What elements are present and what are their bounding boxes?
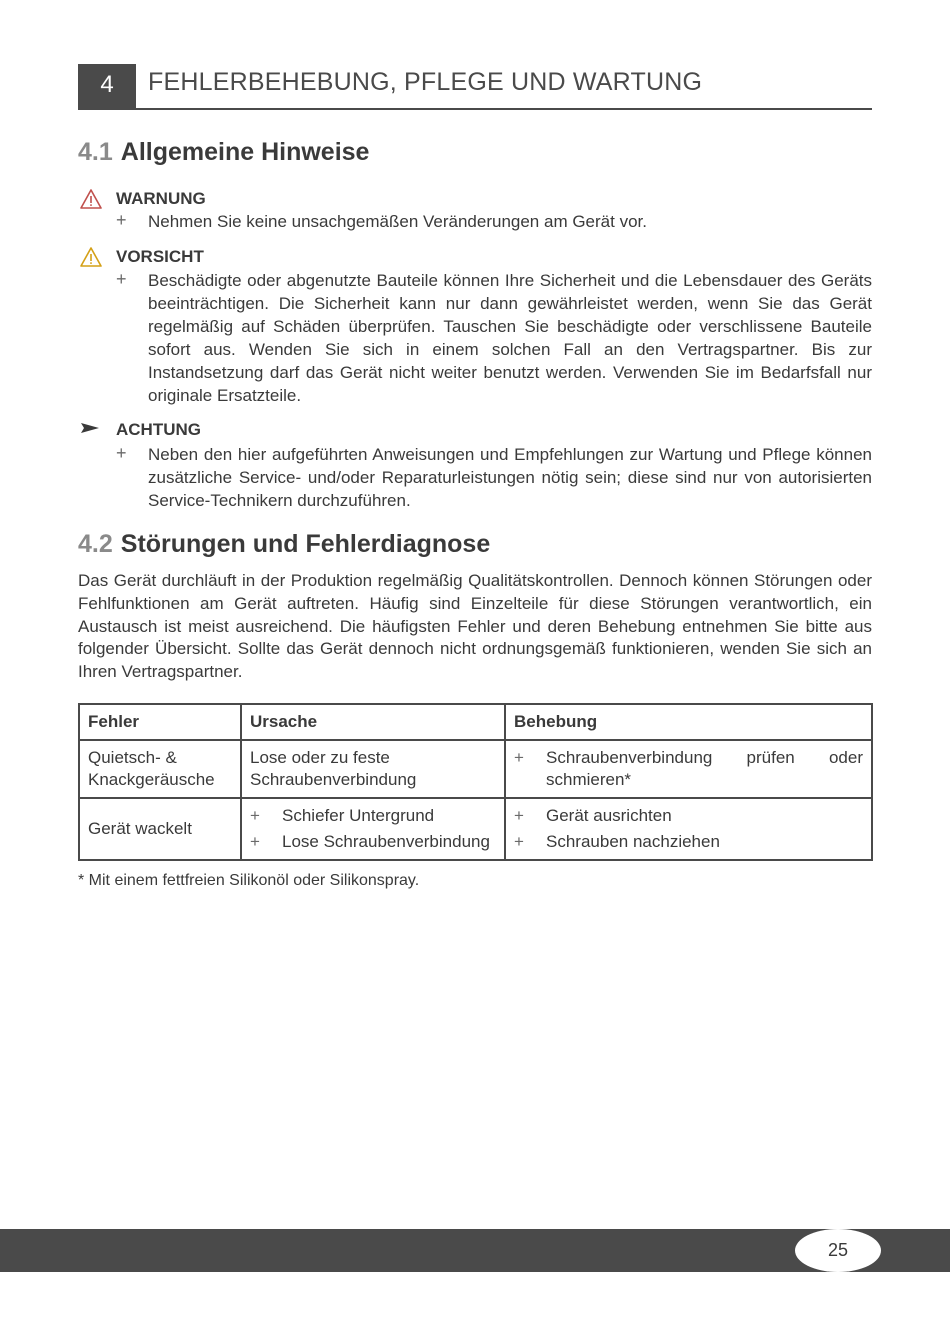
bullet-icon: + bbox=[514, 832, 524, 851]
list-item-text: Lose Schraubenverbindung bbox=[282, 832, 490, 851]
troubleshooting-table bbox=[78, 703, 873, 861]
table-cell-fehler: Quietsch- & Knackgeräusche bbox=[79, 740, 241, 798]
table-cell-fehler: Gerät wackelt bbox=[79, 798, 241, 860]
list-item-text: Schrauben nachziehen bbox=[546, 832, 720, 851]
list-item-text: Gerät ausrichten bbox=[546, 806, 672, 825]
list-item bbox=[250, 805, 496, 827]
pointer-arrow-icon bbox=[80, 421, 100, 435]
list-item bbox=[250, 831, 496, 853]
warning-triangle-icon bbox=[80, 189, 102, 209]
bullet-icon: + bbox=[514, 806, 524, 825]
table-header-behebung: Behebung bbox=[505, 704, 872, 740]
caution-text: Beschädigte oder abgenutzte Bauteile können Ihre Sicherheit und die Lebensdauer des Geräts beeinträchtigen. Die Sicherheit kann nur dann gewährleistet werden, wenn Sie das Gerät regelmäßig auf Schäden überprüfen. Tauschen Sie beschädigte oder verschlissene Bauteile sofort aus. Wenden Sie sich in einem solchen Fall an den Vertragspartner. Bis zur Instandsetzung darf das Gerät nicht weiter benutzt werden. Verwenden Sie im Bedarfsfall nur originale Ersatzteile. bbox=[148, 271, 872, 405]
list-item bbox=[514, 805, 863, 827]
table-cell-ursache: Lose oder zu feste Schraubenverbindung bbox=[241, 740, 505, 798]
warning-label: WARNUNG bbox=[116, 189, 206, 208]
bullet-icon: + bbox=[514, 748, 524, 767]
bullet-icon: + bbox=[116, 443, 127, 463]
table-cell-behebung bbox=[505, 740, 872, 798]
list-item-text: Schiefer Untergrund bbox=[282, 806, 435, 825]
table-row bbox=[79, 798, 872, 860]
section-title: Störungen und Fehlerdiagnose bbox=[120, 530, 491, 558]
warning-text: Nehmen Sie keine unsachgemäßen Veränderungen am Gerät vor. bbox=[148, 212, 647, 231]
bullet-icon: + bbox=[250, 832, 260, 851]
table-header-ursache: Ursache bbox=[241, 704, 505, 740]
list-item bbox=[514, 831, 863, 853]
section-heading-troubleshooting bbox=[78, 530, 490, 559]
attention-label: ACHTUNG bbox=[116, 420, 201, 439]
attention-text: Neben den hier aufgeführten Anweisungen und Empfehlungen zur Wartung und Pflege können zusätzliche Service- und/oder Reparaturleistungen nötig sein; diese sind nur von autorisierten Service-Technikern durchzuführen. bbox=[148, 445, 872, 510]
section-heading-general-notes bbox=[78, 138, 369, 167]
bullet-icon: + bbox=[116, 269, 127, 289]
page-number: 25 bbox=[795, 1229, 881, 1272]
table-row bbox=[79, 740, 872, 798]
section-number: 4.2 bbox=[78, 530, 113, 558]
chapter-header bbox=[78, 64, 872, 110]
chapter-title: FEHLERBEHEBUNG, PFLEGE UND WARTUNG bbox=[148, 68, 703, 96]
bullet-icon: + bbox=[250, 806, 260, 825]
chapter-number: 4 bbox=[78, 64, 136, 108]
list-item bbox=[514, 747, 863, 791]
intro-paragraph: Das Gerät durchläuft in der Produktion regelmäßig Qualitätskontrollen. Dennoch können Störungen oder Fehlfunktionen am Gerät auftreten. Häufig sind Einzelteile für diese Störungen verantwortlich, ein Austausch ist meist ausreichend. Die häufigsten Fehler und deren Behebung entnehmen Sie bitte aus folgender Übersicht. Sollte das Gerät dennoch nicht ordnungsgemäß funktionieren, wenden Sie sich an Ihren Vertragspartner. bbox=[78, 571, 872, 682]
footnote: * Mit einem fettfreien Silikonöl oder Silikonspray. bbox=[78, 872, 420, 889]
section-number: 4.1 bbox=[78, 138, 113, 166]
caution-label: VORSICHT bbox=[116, 247, 204, 266]
bullet-icon: + bbox=[116, 210, 127, 230]
list-item-text: Schraubenverbindung prüfen oder schmieren* bbox=[546, 748, 863, 789]
table-cell-behebung bbox=[505, 798, 872, 860]
table-header-row bbox=[79, 704, 872, 740]
caution-triangle-icon bbox=[80, 247, 102, 267]
table-cell-ursache bbox=[241, 798, 505, 860]
table-header-fehler: Fehler bbox=[79, 704, 241, 740]
section-title: Allgemeine Hinweise bbox=[120, 138, 370, 166]
